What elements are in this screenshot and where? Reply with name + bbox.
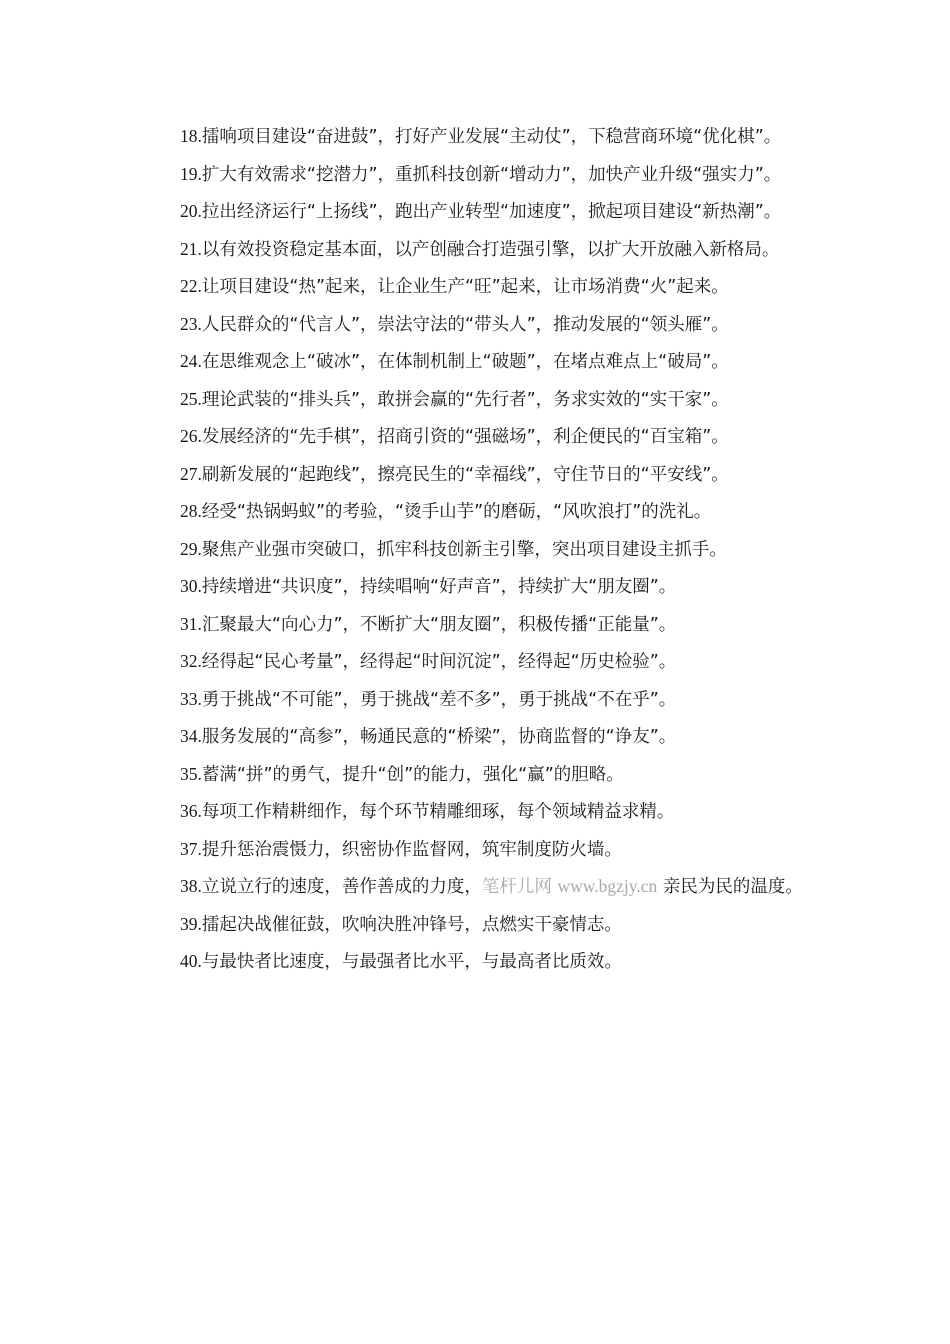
watermark bbox=[482, 877, 657, 897]
watermark-url: www.bgzjy.cn bbox=[557, 876, 658, 896]
item-text: 聚焦产业强市突破口，抓牢科技创新主引擎，突出项目建设主抓手。 bbox=[201, 539, 727, 560]
paragraph-39 bbox=[144, 910, 808, 939]
paragraph-27 bbox=[144, 460, 808, 489]
item-text: 服务发展的“高参”，畅通民意的“桥梁”，协商监督的“诤友”。 bbox=[201, 727, 677, 747]
item-text: 每项工作精耕细作，每个环节精雕细琢，每个领域精益求精。 bbox=[201, 802, 675, 822]
paragraph-37 bbox=[144, 835, 808, 864]
item-number: 19. bbox=[180, 163, 202, 184]
item-number: 23. bbox=[180, 313, 202, 334]
item-number: 28. bbox=[180, 501, 202, 521]
item-number: 35. bbox=[180, 763, 202, 784]
item-text: 持续增进“共识度”，持续唱响“好声音”，持续扩大“朋友圈”。 bbox=[201, 577, 677, 597]
item-text: 经得起“民心考量”，经得起“时间沉淀”，经得起“历史检验”。 bbox=[201, 652, 677, 672]
item-text: 让项目建设“热”起来，让企业生产“旺”起来，让市场消费“火”起来。 bbox=[201, 277, 729, 297]
paragraph-25 bbox=[144, 385, 808, 414]
item-text: 与最快者比速度，与最强者比水平，与最高者比质效。 bbox=[201, 952, 622, 972]
item-number: 26. bbox=[180, 426, 202, 446]
item-number: 25. bbox=[180, 388, 202, 409]
paragraph-29 bbox=[144, 535, 808, 564]
paragraph-33 bbox=[144, 685, 808, 714]
item-text: 勇于挑战“不可能”，勇于挑战“差不多”，勇于挑战“不在乎”。 bbox=[201, 689, 677, 710]
paragraph-18 bbox=[144, 122, 808, 151]
paragraph-20 bbox=[144, 197, 808, 226]
item-number: 21. bbox=[180, 238, 202, 259]
item-text: 拉出经济运行“上扬线”，跑出产业转型“加速度”，掀起项目建设“新热潮”。 bbox=[201, 202, 782, 222]
paragraph-19 bbox=[144, 160, 808, 189]
item-text: 擂起决战催征鼓，吹响决胜冲锋号，点燃实干豪情志。 bbox=[201, 914, 622, 935]
item-text: 蓄满“拼”的勇气，提升“创”的能力，强化“赢”的胆略。 bbox=[201, 764, 624, 785]
item-text: 发展经济的“先手棋”，招商引资的“强磁场”，利企便民的“百宝箱”。 bbox=[201, 427, 729, 447]
item-number: 39. bbox=[180, 913, 202, 934]
item-text-after: 亲民为民的温度。 bbox=[662, 877, 803, 897]
item-number: 29. bbox=[180, 538, 202, 559]
item-number: 30. bbox=[180, 576, 202, 596]
paragraph-35 bbox=[144, 760, 808, 789]
item-number: 18. bbox=[180, 126, 202, 146]
item-number: 24. bbox=[180, 351, 202, 371]
paragraph-21 bbox=[144, 235, 808, 264]
paragraph-34 bbox=[144, 722, 808, 751]
item-text: 扩大有效需求“挖潜力”，重抓科技创新“增动力”，加快产业升级“强实力”。 bbox=[201, 164, 782, 185]
item-number: 40. bbox=[180, 951, 202, 971]
item-text: 刷新发展的“起跑线”，擦亮民生的“幸福线”，守住节日的“平安线”。 bbox=[201, 464, 729, 485]
paragraph-28 bbox=[144, 497, 808, 526]
item-number: 22. bbox=[180, 276, 202, 296]
item-text: 以有效投资稳定基本面，以产创融合打造强引擎，以扩大开放融入新格局。 bbox=[201, 239, 780, 260]
paragraph-24 bbox=[144, 347, 808, 376]
document-body bbox=[144, 122, 808, 985]
item-number: 38. bbox=[180, 876, 202, 896]
item-text: 经受“热锅蚂蚁”的考验，“烫手山芋”的磨砺，“风吹浪打”的洗礼。 bbox=[201, 502, 712, 522]
paragraph-30 bbox=[144, 572, 808, 601]
paragraph-22 bbox=[144, 272, 808, 301]
paragraph-38 bbox=[144, 872, 808, 901]
item-text: 理论武装的“排头兵”，敢拼会赢的“先行者”，务求实效的“实干家”。 bbox=[201, 389, 729, 410]
paragraph-23 bbox=[144, 310, 808, 339]
watermark-name: 笔杆儿网 bbox=[481, 877, 552, 897]
item-text: 擂响项目建设“奋进鼓”，打好产业发展“主动仗”，下稳营商环境“优化棋”。 bbox=[201, 127, 782, 147]
item-number: 31. bbox=[180, 613, 202, 634]
paragraph-32 bbox=[144, 647, 808, 676]
item-number: 33. bbox=[180, 688, 202, 709]
item-number: 34. bbox=[180, 726, 202, 746]
item-text: 在思维观念上“破冰”，在体制机制上“破题”，在堵点难点上“破局”。 bbox=[201, 352, 729, 372]
paragraph-31 bbox=[144, 610, 808, 639]
item-number: 27. bbox=[180, 463, 202, 484]
paragraph-36 bbox=[144, 797, 808, 826]
item-number: 20. bbox=[180, 201, 202, 221]
item-number: 36. bbox=[180, 801, 202, 821]
item-text: 汇聚最大“向心力”，不断扩大“朋友圈”，积极传播“正能量”。 bbox=[201, 614, 677, 635]
item-number: 37. bbox=[180, 838, 202, 859]
item-number: 32. bbox=[180, 651, 202, 671]
paragraph-40 bbox=[144, 947, 808, 976]
item-text-before: 立说立行的速度，善作善成的力度， bbox=[201, 877, 482, 897]
paragraph-26 bbox=[144, 422, 808, 451]
item-text: 人民群众的“代言人”，崇法守法的“带头人”，推动发展的“领头雁”。 bbox=[201, 314, 729, 335]
item-text: 提升惩治震慑力，织密协作监督网，筑牢制度防火墙。 bbox=[201, 839, 622, 860]
